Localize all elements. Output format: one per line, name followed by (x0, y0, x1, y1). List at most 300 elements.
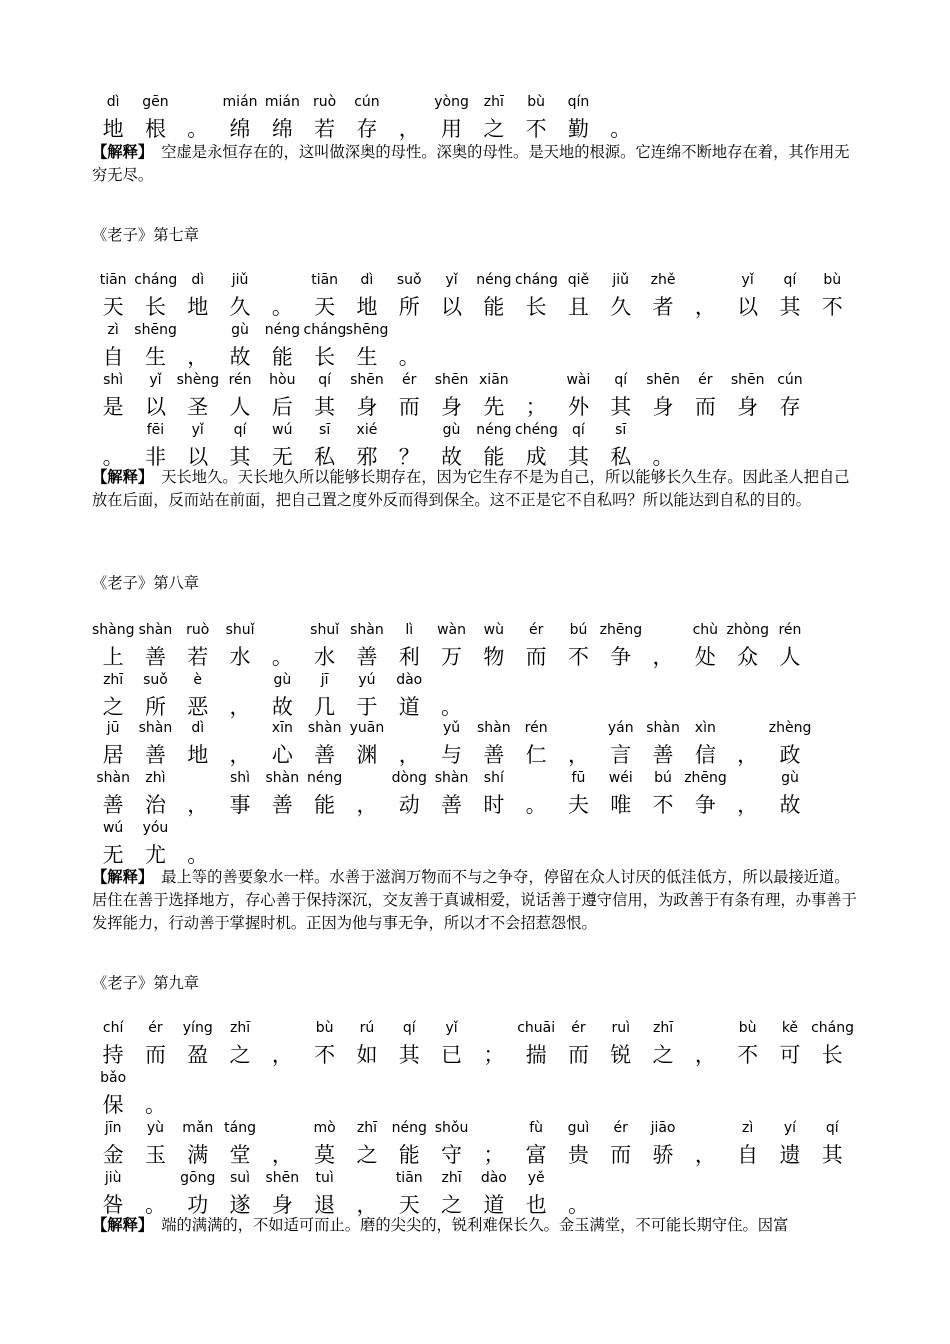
hanzi-char: 已 (441, 1043, 463, 1067)
pinyin-syllable: wù (483, 622, 504, 638)
hanzi-char: 其 (314, 395, 336, 419)
hanzi-char: 。 (271, 645, 293, 669)
pinyin-syllable: ér (148, 1020, 163, 1036)
hanzi-char: 无 (271, 445, 293, 469)
pinyin-syllable: ér (528, 622, 544, 638)
hanzi-char: 其 (610, 395, 632, 419)
pinyin-syllable: guì (567, 1120, 590, 1136)
hanzi-char: 根 (144, 117, 166, 141)
hanzi-char: 圣 (187, 395, 209, 419)
hanzi-char: 以 (187, 445, 209, 469)
pinyin-syllable: kě (781, 1020, 799, 1036)
pinyin-syllable: gōng (180, 1170, 216, 1186)
hanzi-char: 不 (821, 295, 843, 319)
hanzi-char: 久 (229, 295, 251, 319)
hanzi-char: 天 (314, 295, 336, 319)
pinyin-syllable: bù (315, 1020, 334, 1036)
pinyin-syllable: zhēng (599, 622, 643, 638)
hanzi-char: 故 (271, 695, 293, 719)
pinyin-syllable: shàn (646, 720, 680, 736)
pinyin-syllable: shì (230, 770, 251, 786)
pinyin-syllable: suì (230, 1170, 251, 1186)
hanzi-char: 之 (229, 1043, 251, 1067)
pinyin-syllable: qí (318, 372, 332, 388)
pinyin-syllable: shàn (138, 720, 173, 736)
pinyin-syllable: sī (615, 422, 627, 438)
hanzi-char: ， (398, 117, 420, 141)
hanzi-char: 功 (187, 1193, 209, 1217)
hanzi-char: 金 (102, 1143, 124, 1167)
hanzi-char: 若 (187, 645, 209, 669)
hanzi-char: 不 (525, 117, 547, 141)
hanzi-char: 身 (441, 395, 463, 419)
hanzi-char: 其 (567, 445, 589, 469)
pinyin-syllable: bù (527, 94, 546, 110)
pinyin-syllable: lì (405, 622, 414, 638)
pinyin-syllable: shēng (345, 322, 389, 338)
pinyin-syllable: bú (569, 622, 588, 638)
pinyin-syllable: rén (228, 372, 252, 388)
pinyin-syllable: néng (476, 272, 512, 288)
pinyin-syllable: néng (391, 1120, 427, 1136)
hanzi-char: 守 (441, 1143, 463, 1167)
hanzi-char: ； (483, 1043, 505, 1067)
pinyin-syllable: mǎn (182, 1120, 214, 1136)
hanzi-char: 渊 (356, 743, 378, 767)
pinyin-syllable: shàn (477, 720, 511, 736)
pinyin-syllable: yí (783, 1120, 797, 1136)
pinyin-syllable: sī (319, 422, 331, 438)
hanzi-char: 先 (483, 395, 505, 419)
pinyin-syllable: shì (103, 372, 124, 388)
pinyin-syllable: mò (313, 1120, 336, 1136)
hanzi-char: 存 (779, 395, 801, 419)
hanzi-char: 天 (102, 295, 124, 319)
pinyin-syllable: shuǐ (225, 622, 255, 638)
hanzi-char: 无 (102, 843, 124, 867)
pinyin-syllable: zhī (441, 1170, 462, 1186)
hanzi-char: 。 (102, 445, 124, 469)
pinyin-syllable: ruò (313, 94, 337, 110)
pinyin-syllable: qiě (567, 272, 590, 288)
pinyin-syllable: shuǐ (310, 622, 340, 638)
hanzi-char: 水 (229, 645, 251, 669)
explanation-tag: 【解释】 (92, 143, 154, 161)
explanation-paragraph (92, 866, 862, 935)
pinyin-syllable: wàn (437, 622, 466, 638)
pinyin-syllable: chù (692, 622, 719, 638)
pinyin-syllable: zhī (652, 1020, 674, 1036)
hanzi-char: 而 (144, 1043, 166, 1067)
pinyin-syllable: dào (480, 1170, 507, 1186)
pinyin-syllable: bú (654, 770, 672, 786)
pinyin-syllable: zhī (483, 94, 504, 110)
hanzi-char: 身 (737, 395, 759, 419)
pinyin-syllable: gù (273, 672, 292, 688)
hanzi-char: 长 (821, 1043, 843, 1067)
hanzi-char: 善 (314, 743, 336, 767)
pinyin-syllable: zì (742, 1120, 754, 1136)
pinyin-syllable: ruò (186, 622, 210, 638)
explanation-paragraph (92, 141, 862, 187)
hanzi-char: 善 (652, 743, 674, 767)
hanzi-char: ； (483, 1143, 505, 1167)
hanzi-char: 生 (144, 345, 166, 369)
hanzi-char: 锐 (610, 1043, 632, 1067)
hanzi-char: ， (694, 1043, 716, 1067)
pinyin-syllable: bù (738, 1020, 757, 1036)
hanzi-char: ？ (398, 445, 420, 469)
hanzi-char: 争 (610, 645, 632, 669)
hanzi-char: 善 (102, 793, 124, 817)
pinyin-syllable: jū (106, 720, 120, 736)
pinyin-syllable: yíng (182, 1020, 213, 1036)
hanzi-line (0, 740, 950, 770)
pinyin-syllable: gù (781, 770, 799, 786)
hanzi-char: 能 (398, 1143, 420, 1167)
pinyin-syllable: zhèng (768, 720, 812, 736)
hanzi-char: 恶 (187, 695, 209, 719)
hanzi-char: 其 (229, 445, 251, 469)
hanzi-char: 不 (737, 1043, 759, 1067)
pinyin-syllable: jiāo (650, 1120, 676, 1136)
pinyin-syllable: xié (356, 422, 378, 438)
hanzi-char: 于 (356, 695, 378, 719)
hanzi-char: 不 (314, 1043, 336, 1067)
pinyin-syllable: shēn (350, 372, 384, 388)
pinyin-syllable: yuān (349, 720, 385, 736)
hanzi-char: ， (652, 645, 674, 669)
hanzi-line (0, 342, 950, 372)
pinyin-syllable: jī (320, 672, 329, 688)
pinyin-syllable: yù (146, 1120, 165, 1136)
pinyin-syllable: cháng (811, 1020, 855, 1036)
pinyin-syllable: shēn (646, 372, 680, 388)
explanation-text: 空虚是永恒存在的，这叫做深奥的母性。深奥的母性。是天地的根源。它连绵不断地存在着，其作用无穷无尽。 (92, 143, 850, 184)
hanzi-char: 地 (102, 117, 124, 141)
pinyin-syllable: chí (102, 1020, 124, 1036)
hanzi-char: 故 (229, 345, 251, 369)
pinyin-syllable: zhēng (684, 770, 727, 786)
hanzi-char: 也 (525, 1193, 547, 1217)
hanzi-char: 所 (398, 295, 420, 319)
hanzi-char: 身 (356, 395, 378, 419)
hanzi-char: 存 (356, 117, 378, 141)
hanzi-char: ， (271, 1043, 293, 1067)
hanzi-line (0, 114, 950, 144)
hanzi-char: 保 (102, 1093, 124, 1117)
pinyin-syllable: néng (264, 322, 300, 338)
pinyin-syllable: zhī (229, 1020, 251, 1036)
pinyin-syllable: shàng (92, 622, 135, 638)
pinyin-syllable: gù (231, 322, 249, 338)
pinyin-syllable: tuì (315, 1170, 334, 1186)
pinyin-syllable: shàn (434, 770, 469, 786)
pinyin-syllable: qí (233, 422, 247, 438)
hanzi-char: 唯 (610, 793, 632, 817)
explanation-tag: 【解释】 (92, 468, 154, 486)
hanzi-char: 邪 (356, 445, 378, 469)
hanzi-char: 私 (314, 445, 336, 469)
hanzi-char: 善 (271, 793, 293, 817)
pinyin-syllable: bù (823, 272, 842, 288)
hanzi-char: 外 (567, 395, 589, 419)
pinyin-syllable: qí (783, 272, 797, 288)
pinyin-syllable: mián (222, 94, 258, 110)
pinyin-syllable: zhě (650, 272, 676, 288)
pinyin-syllable: yǔ (442, 720, 461, 736)
pinyin-syllable: dì (191, 272, 205, 288)
pinyin-syllable: yú (358, 672, 376, 688)
hanzi-char: 而 (694, 395, 716, 419)
hanzi-char: 。 (525, 793, 547, 817)
hanzi-char: 以 (144, 395, 166, 419)
pinyin-syllable: fēi (146, 422, 165, 438)
explanation-tag: 【解释】 (92, 868, 154, 886)
hanzi-char: 。 (144, 1093, 166, 1117)
hanzi-char: 心 (271, 743, 293, 767)
hanzi-char: ， (356, 793, 378, 817)
pinyin-syllable: ér (698, 372, 713, 388)
pinyin-syllable: wú (272, 422, 293, 438)
hanzi-line (0, 790, 950, 820)
hanzi-char: 长 (144, 295, 166, 319)
hanzi-char: 用 (441, 117, 463, 141)
hanzi-char: 且 (567, 295, 589, 319)
hanzi-char: 能 (314, 793, 336, 817)
hanzi-char: 咎 (102, 1193, 124, 1217)
pinyin-syllable: jiǔ (231, 272, 249, 288)
hanzi-char: 天 (398, 1193, 420, 1217)
pinyin-syllable: ér (613, 1120, 628, 1136)
hanzi-char: 水 (314, 645, 336, 669)
hanzi-char: 争 (694, 793, 716, 817)
explanation-text: 天长地久。天长地久所以能够长期存在，因为它生存不是为自己，所以能够长久生存。因此圣人把自己放在后面，反而站在前面，把自己置之度外反而得到保全。这不正是它不自私吗？所以能达到自私的目的。 (92, 468, 850, 509)
pinyin-syllable: xiān (479, 372, 509, 388)
hanzi-char: 言 (610, 743, 632, 767)
hanzi-char: 政 (779, 743, 801, 767)
pinyin-syllable: shēn (434, 372, 469, 388)
pinyin-syllable: dì (191, 720, 205, 736)
pinyin-syllable: dào (396, 672, 423, 688)
pinyin-syllable: shǒu (434, 1120, 469, 1136)
pinyin-syllable: cháng (303, 322, 347, 338)
hanzi-char: 不 (652, 793, 674, 817)
hanzi-char: 长 (314, 345, 336, 369)
hanzi-line (0, 1040, 950, 1070)
hanzi-char: 遂 (229, 1193, 251, 1217)
pinyin-syllable: tiān (99, 272, 127, 288)
pinyin-syllable: jiǔ (612, 272, 630, 288)
hanzi-char: 能 (483, 445, 505, 469)
hanzi-char: ， (187, 793, 209, 817)
pinyin-syllable: mián (264, 94, 300, 110)
hanzi-char: 故 (779, 793, 801, 817)
pinyin-syllable: qí (825, 1120, 839, 1136)
hanzi-line (0, 642, 950, 672)
hanzi-char: 其 (398, 1043, 420, 1067)
hanzi-char: ， (737, 793, 759, 817)
hanzi-char: 以 (737, 295, 759, 319)
hanzi-char: 信 (694, 743, 716, 767)
hanzi-char: 道 (398, 695, 420, 719)
hanzi-char: 物 (483, 645, 505, 669)
hanzi-char: 以 (441, 295, 463, 319)
pinyin-syllable: qí (572, 422, 585, 438)
pinyin-syllable: yǐ (149, 372, 162, 388)
hanzi-char: ， (229, 695, 251, 719)
hanzi-char: 而 (610, 1143, 632, 1167)
hanzi-char: 自 (102, 345, 124, 369)
hanzi-char: 几 (314, 695, 336, 719)
pinyin-syllable: chuāi (517, 1020, 556, 1036)
hanzi-char: ， (187, 345, 209, 369)
hanzi-line (0, 1140, 950, 1170)
hanzi-char: 私 (610, 445, 632, 469)
hanzi-char: 善 (144, 645, 166, 669)
pinyin-syllable: cún (354, 94, 380, 110)
hanzi-char: 利 (398, 645, 420, 669)
pinyin-syllable: yán (607, 720, 634, 736)
pinyin-syllable: ér (402, 372, 417, 388)
pinyin-syllable: dòng (391, 770, 427, 786)
pinyin-syllable: yóu (142, 820, 169, 836)
pinyin-syllable: qí (614, 372, 628, 388)
hanzi-char: 时 (483, 793, 505, 817)
pinyin-syllable: shàn (96, 770, 130, 786)
hanzi-char: 久 (610, 295, 632, 319)
hanzi-char: 而 (398, 395, 420, 419)
pinyin-syllable: gēn (142, 94, 169, 110)
pinyin-syllable: fù (529, 1120, 544, 1136)
pinyin-syllable: cháng (515, 272, 558, 288)
hanzi-char: 动 (398, 793, 420, 817)
hanzi-char: 生 (356, 345, 378, 369)
chapter-title: 《老子》第八章 (92, 574, 200, 592)
pinyin-syllable: táng (224, 1120, 256, 1136)
hanzi-char: 其 (779, 295, 801, 319)
hanzi-char: 善 (483, 743, 505, 767)
hanzi-char: 而 (567, 1043, 589, 1067)
pinyin-syllable: wéi (608, 770, 633, 786)
pinyin-syllable: néng (307, 770, 343, 786)
pinyin-syllable: bǎo (100, 1070, 127, 1086)
pinyin-syllable: zhòng (726, 622, 770, 638)
hanzi-char: 退 (314, 1193, 336, 1217)
explanation-tag: 【解释】 (92, 1216, 154, 1234)
hanzi-char: 尤 (144, 843, 166, 867)
hanzi-char: 。 (187, 843, 209, 867)
hanzi-char: 。 (610, 117, 632, 141)
pinyin-syllable: yǐ (445, 1020, 458, 1036)
hanzi-char: 成 (525, 445, 547, 469)
hanzi-char: 居 (102, 743, 124, 767)
hanzi-char: 人 (229, 395, 251, 419)
hanzi-char: 地 (356, 295, 378, 319)
hanzi-char: 故 (441, 445, 463, 469)
hanzi-char: 之 (102, 695, 124, 719)
chapter-title: 《老子》第七章 (92, 226, 200, 244)
pinyin-syllable: suǒ (143, 672, 168, 688)
hanzi-char: 身 (271, 1193, 293, 1217)
hanzi-char: 。 (441, 695, 463, 719)
pinyin-syllable: ér (571, 1020, 586, 1036)
pinyin-syllable: zhì (145, 770, 166, 786)
hanzi-line (0, 292, 950, 322)
pinyin-syllable: néng (476, 422, 512, 438)
hanzi-char: ， (694, 295, 716, 319)
hanzi-char: 是 (102, 395, 124, 419)
hanzi-char: 之 (652, 1043, 674, 1067)
hanzi-char: 。 (187, 117, 209, 141)
hanzi-char: 事 (229, 793, 251, 817)
hanzi-char: 身 (652, 395, 674, 419)
hanzi-char: ； (525, 395, 547, 419)
hanzi-char: 。 (398, 345, 420, 369)
hanzi-char: 揣 (525, 1043, 547, 1067)
hanzi-char: 夫 (567, 793, 589, 817)
hanzi-char: 若 (314, 117, 336, 141)
hanzi-char: 。 (567, 1193, 589, 1217)
hanzi-char: 非 (144, 445, 166, 469)
pinyin-syllable: shàn (307, 720, 342, 736)
hanzi-char: 富 (525, 1143, 547, 1167)
hanzi-char: 遗 (779, 1143, 801, 1167)
hanzi-char: 能 (271, 345, 293, 369)
pinyin-syllable: rén (524, 720, 548, 736)
hanzi-char: ， (229, 743, 251, 767)
pinyin-syllable: dì (360, 272, 374, 288)
hanzi-char: 处 (694, 645, 716, 669)
pinyin-syllable: hòu (269, 372, 296, 388)
explanation-paragraph (92, 466, 862, 512)
hanzi-char: ， (567, 743, 589, 767)
explanation-paragraph (92, 1214, 862, 1237)
pinyin-syllable: cún (777, 372, 803, 388)
pinyin-syllable: yǐ (445, 272, 458, 288)
pinyin-syllable: tiān (395, 1170, 423, 1186)
hanzi-char: 能 (483, 295, 505, 319)
pinyin-syllable: zhī (356, 1120, 377, 1136)
hanzi-line (0, 392, 950, 422)
pinyin-syllable: yòng (434, 94, 469, 110)
pinyin-syllable: dì (106, 94, 120, 110)
hanzi-char: 之 (483, 117, 505, 141)
pinyin-syllable: shàn (350, 622, 384, 638)
hanzi-char: 堂 (229, 1143, 251, 1167)
hanzi-char: 绵 (229, 117, 251, 141)
pinyin-syllable: shēn (730, 372, 765, 388)
pinyin-syllable: shí (483, 770, 504, 786)
pinyin-syllable: gù (442, 422, 461, 438)
hanzi-char: 治 (144, 793, 166, 817)
pinyin-syllable: xìn (694, 720, 716, 736)
hanzi-char: 。 (271, 295, 293, 319)
hanzi-char: ， (398, 743, 420, 767)
hanzi-char: 后 (271, 395, 293, 419)
hanzi-char: 可 (779, 1043, 801, 1067)
hanzi-char: 骄 (652, 1143, 674, 1167)
pinyin-syllable: shàn (138, 622, 173, 638)
chapter-title: 《老子》第九章 (92, 974, 200, 992)
pinyin-syllable: yǐ (741, 272, 754, 288)
pinyin-syllable: yě (527, 1170, 545, 1186)
hanzi-char: ， (694, 1143, 716, 1167)
hanzi-char: 如 (356, 1043, 378, 1067)
hanzi-char: 善 (441, 793, 463, 817)
hanzi-char: 之 (441, 1193, 463, 1217)
hanzi-char: 之 (356, 1143, 378, 1167)
